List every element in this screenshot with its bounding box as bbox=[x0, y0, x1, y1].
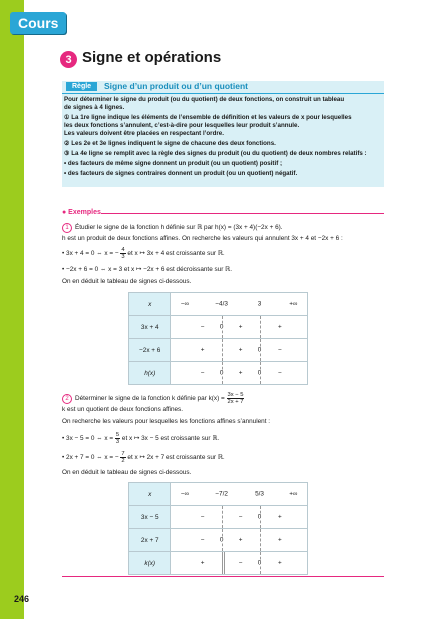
page-margin-bar bbox=[0, 0, 24, 619]
example-2-statement bbox=[62, 392, 244, 405]
rule-line: ③ La 4e ligne se remplit avec la règle des signes du produit (ou du quotient) de deux nombres relatifs : bbox=[64, 150, 367, 157]
sign-cell bbox=[171, 316, 308, 339]
zero-dash bbox=[260, 529, 261, 551]
sign: + bbox=[238, 536, 243, 544]
sign: − bbox=[200, 323, 205, 331]
rule-line: ② Les 2e et 3e lignes indiquent le signe de chacune des deux fonctions. bbox=[64, 140, 276, 147]
rule-line: • des facteurs de signes contraires donnent un produit (ou un quotient) négatif. bbox=[64, 170, 298, 177]
fraction-num: 3x − 5 bbox=[227, 392, 244, 398]
example-text: et x ↦ 2x + 7 est croissante sur ℝ. bbox=[127, 454, 225, 462]
sign: − bbox=[200, 369, 205, 377]
sign: 0 bbox=[219, 369, 224, 377]
sign: − bbox=[200, 513, 205, 521]
example-text: k est un quotient de deux fonctions affines. bbox=[62, 406, 184, 413]
sign: + bbox=[200, 559, 205, 567]
sign: − bbox=[200, 536, 205, 544]
sign-table-k bbox=[128, 482, 308, 575]
sign-table-h bbox=[128, 292, 308, 385]
example-line bbox=[62, 247, 225, 260]
example-text: Déterminer le signe de la fonction k définie par k(x) = bbox=[75, 395, 225, 403]
zero-dash bbox=[222, 339, 223, 361]
example-text: • 2x + 7 = 0 ⇔ x = − bbox=[62, 454, 119, 462]
sign: + bbox=[238, 323, 243, 331]
sign-cell bbox=[171, 339, 308, 362]
example-text: On en déduit le tableau de signes ci-dessous. bbox=[62, 469, 192, 476]
row-label: 3x − 5 bbox=[129, 506, 171, 529]
sign: + bbox=[278, 513, 282, 521]
example-line bbox=[62, 451, 225, 464]
fraction bbox=[120, 451, 125, 464]
example-text: On en déduit le tableau de signes ci-dessous. bbox=[62, 278, 192, 285]
x-values-cell bbox=[171, 483, 308, 506]
row-label: −2x + 6 bbox=[129, 339, 171, 362]
row-label: 2x + 7 bbox=[129, 529, 171, 552]
rule-line: les deux fonctions s’annulent, c’est-à-dire pour lesquelles leur produit s’annule. bbox=[64, 122, 300, 129]
fraction bbox=[120, 247, 125, 260]
fraction-den: 3 bbox=[121, 254, 125, 260]
example-text: • 3x + 4 = 0 ⇔ x = − bbox=[62, 250, 119, 258]
x-value: −∞ bbox=[180, 490, 190, 498]
zero-dash bbox=[260, 316, 261, 338]
sign: 0 bbox=[257, 559, 262, 567]
fraction-den: 2 bbox=[121, 458, 125, 464]
sign: + bbox=[278, 536, 282, 544]
x-value: −∞ bbox=[180, 300, 190, 308]
row-label: 3x + 4 bbox=[129, 316, 171, 339]
sign: − bbox=[278, 369, 282, 377]
fraction-den: 3 bbox=[115, 439, 120, 445]
example-text: et x ↦ 3x − 5 est croissante sur ℝ. bbox=[121, 435, 220, 443]
table-label: x bbox=[129, 483, 171, 506]
sign: + bbox=[238, 346, 243, 354]
cours-tab: Cours bbox=[10, 12, 66, 34]
example-text: • −2x + 6 = 0 ⇔ x = 3 et x ↦ −2x + 6 est décroissante sur ℝ. bbox=[62, 266, 233, 273]
example-line bbox=[62, 432, 219, 445]
example-text: On recherche les valeurs pour lesquelles les fonctions affines s’annulent : bbox=[62, 418, 271, 425]
table-label: x bbox=[129, 293, 171, 316]
rule-subtitle: Signe d’un produit ou d’un quotient bbox=[104, 81, 248, 91]
sign: − bbox=[238, 513, 243, 521]
sign: + bbox=[278, 559, 282, 567]
row-label: h(x) bbox=[129, 362, 171, 385]
rule-line: Pour déterminer le signe du produit (ou du quotient) de deux fonctions, on construit un tableau bbox=[64, 96, 345, 103]
page-number: 246 bbox=[14, 594, 30, 604]
sign: 0 bbox=[219, 536, 224, 544]
examples-divider bbox=[101, 213, 384, 214]
example-text: Étudier le signe de la fonction h définie sur ℝ par h(x) = (3x + 4)(−2x + 6). bbox=[75, 224, 283, 231]
sign-cell bbox=[171, 362, 308, 385]
x-value: −7/2 bbox=[215, 490, 228, 498]
section-title: Signe et opérations bbox=[82, 49, 222, 66]
rule-line: • des facteurs de même signe donnent un produit (ou un quotient) positif ; bbox=[64, 160, 283, 167]
section-end-divider bbox=[62, 576, 384, 577]
example-text: h est un produit de deux fonctions affines. On recherche les valeurs qui annulent 3x + 4 et −2x + 6 : bbox=[62, 235, 343, 242]
sign-cell bbox=[171, 529, 308, 552]
row-label: k(x) bbox=[129, 552, 171, 575]
rule-line: Les valeurs doivent être placées en respectant l’ordre. bbox=[64, 130, 224, 137]
forbidden-value-bar bbox=[222, 552, 225, 574]
section-number: 3 bbox=[60, 51, 77, 68]
fraction-den: 2x + 7 bbox=[227, 399, 244, 405]
sign: + bbox=[278, 323, 282, 331]
sign: 0 bbox=[257, 513, 262, 521]
x-value: −4/3 bbox=[215, 300, 228, 308]
example-number: 1 bbox=[62, 223, 72, 233]
sign: + bbox=[200, 346, 205, 354]
sign-cell bbox=[171, 552, 308, 575]
sign: − bbox=[278, 346, 282, 354]
examples-heading: ● Exemples bbox=[62, 209, 101, 216]
rule-line: de signes à 4 lignes. bbox=[64, 104, 125, 111]
sign: − bbox=[238, 559, 243, 567]
example-text: et x ↦ 3x + 4 est croissante sur ℝ. bbox=[127, 250, 225, 258]
sign: 0 bbox=[257, 369, 262, 377]
x-value: +∞ bbox=[289, 300, 298, 308]
fraction-num: 7 bbox=[121, 451, 125, 457]
fraction bbox=[227, 392, 245, 405]
x-value: 5/3 bbox=[255, 490, 264, 498]
x-value: +∞ bbox=[289, 490, 298, 498]
example-number: 2 bbox=[62, 394, 72, 404]
sign: + bbox=[238, 369, 243, 377]
zero-dash bbox=[222, 506, 223, 528]
fraction-num: 4 bbox=[121, 247, 125, 253]
fraction-num: 5 bbox=[115, 432, 120, 438]
sign: 0 bbox=[219, 323, 224, 331]
rule-line: ① La 1re ligne indique les éléments de l’ensemble de définition et les valeurs de x pour lesquelles bbox=[64, 114, 352, 121]
x-values-cell bbox=[171, 293, 308, 316]
sign-cell bbox=[171, 506, 308, 529]
sign: 0 bbox=[257, 346, 262, 354]
example-1-statement bbox=[62, 223, 283, 233]
rule-tag: Règle bbox=[66, 82, 97, 91]
example-text: • 3x − 5 = 0 ⇔ x = bbox=[62, 435, 114, 443]
fraction bbox=[115, 432, 120, 445]
x-value: 3 bbox=[257, 300, 262, 308]
